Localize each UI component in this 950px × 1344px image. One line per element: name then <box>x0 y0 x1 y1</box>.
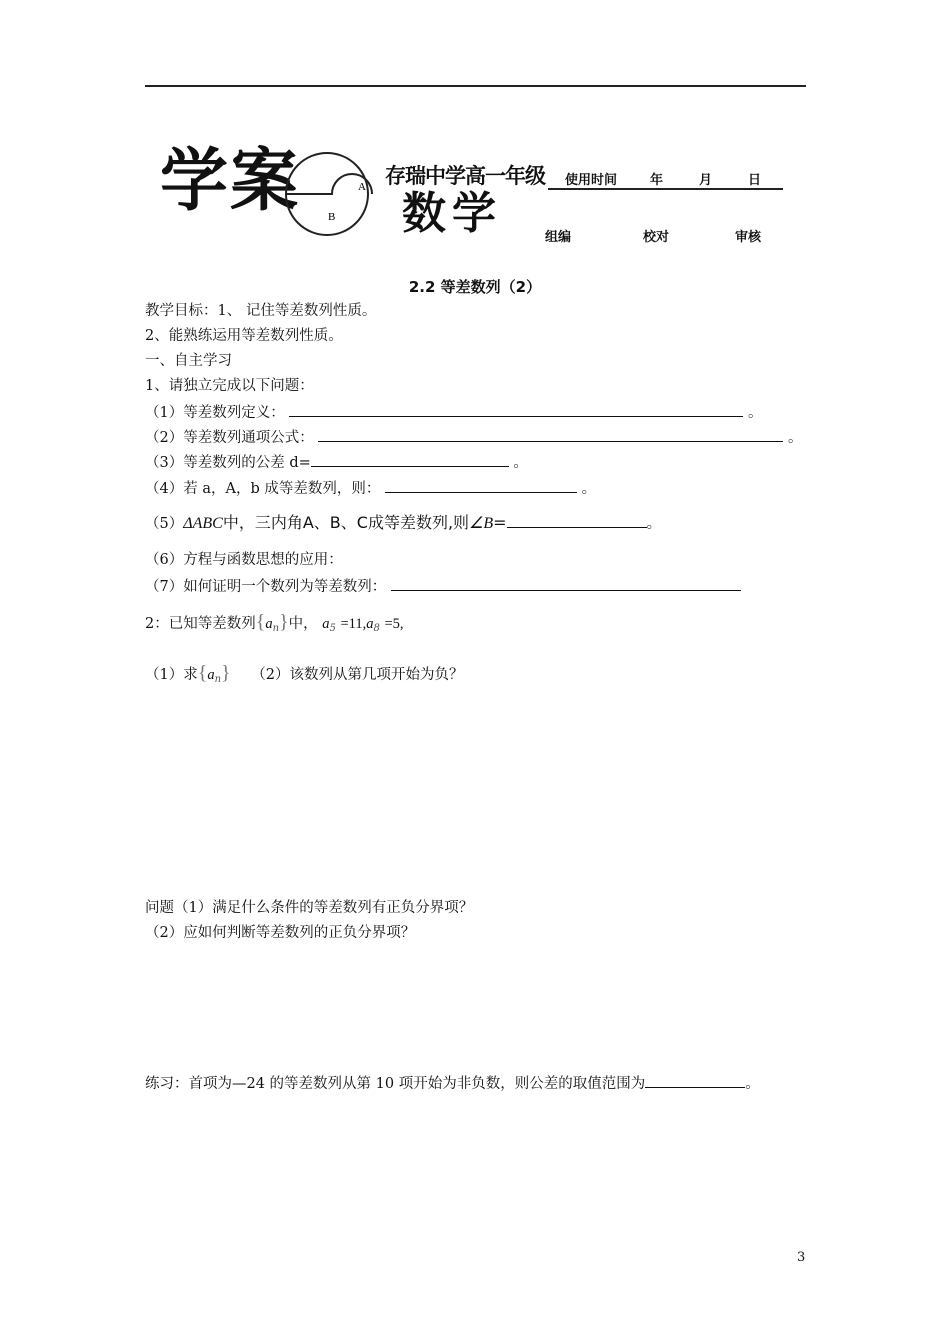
q2-prefix: 2：已知等差数列 <box>145 616 256 632</box>
brace-left-icon: { <box>197 662 208 684</box>
period: 。 <box>745 1076 760 1092</box>
period: 。 <box>646 516 662 532</box>
meta-rule <box>548 188 783 190</box>
angle-b: ∠B <box>469 515 494 532</box>
question-2-parts <box>145 663 464 685</box>
month-label: 月 <box>699 173 713 188</box>
q1-item-7-text: （7）如何证明一个数列为等差数列： <box>145 579 387 595</box>
q1-item-7 <box>145 578 741 595</box>
problem-line-2: （2）应如何判断等差数列的正负分界项？ <box>145 925 416 941</box>
a5-term: a <box>322 616 330 632</box>
use-time-label: 使用时间 <box>565 173 618 188</box>
objective-line-1: 教学目标：1、 记住等差数列性质。 <box>145 303 377 319</box>
sequence-sub: n <box>214 674 222 685</box>
exercise-text: 练习：首项为—24 的等差数列从第 10 项开始为非负数，则公差的取值范围为 <box>145 1076 646 1092</box>
period: 。 <box>581 481 597 497</box>
sequence-a: a <box>265 616 273 632</box>
q2-part-2: （2）该数列从第几项开始为负？ <box>251 667 464 683</box>
answer-blank-2[interactable] <box>318 429 783 442</box>
a5-sub: 5 <box>329 623 336 634</box>
circle-logo-icon <box>282 150 382 240</box>
a8-term: a <box>366 616 374 632</box>
answer-blank-3[interactable] <box>311 454 509 467</box>
question-1-heading: 1、请独立完成以下问题： <box>145 378 314 394</box>
objective-line-2: 2、能熟练运用等差数列性质。 <box>145 328 343 344</box>
a5-value: =11, <box>340 616 367 632</box>
q1-item-4-text: （4）若 a，A，b 成等差数列，则： <box>145 481 381 497</box>
brace-right-icon: } <box>221 662 231 684</box>
a8-value: =5, <box>384 616 404 632</box>
question-2 <box>145 612 404 634</box>
period: 。 <box>513 455 528 471</box>
circle-label-b: B <box>328 211 336 223</box>
q1-item-2-text: （2）等差数列通项公式： <box>145 430 314 446</box>
q1-item-2 <box>145 429 802 446</box>
compiled-label: 组编 <box>545 230 572 245</box>
subject-name: 数学 <box>402 188 502 239</box>
q1-item-5-prefix: （5） <box>145 516 184 532</box>
brace-right-icon: } <box>279 611 289 633</box>
a8-sub: 8 <box>373 623 380 634</box>
page-number: 3 <box>797 1250 806 1265</box>
q1-item-3 <box>145 454 528 471</box>
equals-sign: = <box>493 513 507 532</box>
year-label: 年 <box>650 173 664 188</box>
answer-blank-1[interactable] <box>289 404 743 417</box>
sequence-sub: n <box>272 623 280 634</box>
q1-item-3-text: （3）等差数列的公差 d= <box>145 455 311 471</box>
page-title: 2.2 等差数列（2） <box>408 278 542 296</box>
school-name: 存瑞中学高一年级 <box>385 164 545 188</box>
answer-blank-4[interactable] <box>385 480 577 493</box>
q1-item-1-text: （1）等差数列定义： <box>145 405 285 421</box>
q1-item-1 <box>145 404 762 421</box>
q1-item-5-text: 中，三内角A、B、C成等差数列,则 <box>222 513 470 532</box>
q1-item-5 <box>145 515 661 532</box>
review-label: 审核 <box>735 230 762 245</box>
period: 。 <box>747 405 763 421</box>
answer-blank-exercise[interactable] <box>645 1075 745 1088</box>
banner-title: 学案 <box>160 142 301 221</box>
day-label: 日 <box>748 173 762 188</box>
top-rule <box>145 85 806 87</box>
q1-item-4 <box>145 480 596 497</box>
q1-item-6: （6）方程与函数思想的应用： <box>145 552 343 568</box>
exercise <box>145 1075 760 1092</box>
brace-left-icon: { <box>255 611 266 633</box>
q2-part-1: （1）求 <box>145 667 198 683</box>
sequence-a: a <box>207 667 215 683</box>
answer-blank-5[interactable] <box>507 515 647 528</box>
circle-label-a: A <box>358 181 366 193</box>
period: 。 <box>787 430 803 446</box>
proofread-label: 校对 <box>643 230 670 245</box>
answer-blank-7[interactable] <box>391 578 741 591</box>
triangle-abc: ΔABC <box>183 515 223 532</box>
section-heading: 一、自主学习 <box>145 353 232 369</box>
q2-mid: 中， <box>288 616 318 632</box>
problem-line-1: 问题（1）满足什么条件的等差数列有正负分界项？ <box>145 900 474 916</box>
